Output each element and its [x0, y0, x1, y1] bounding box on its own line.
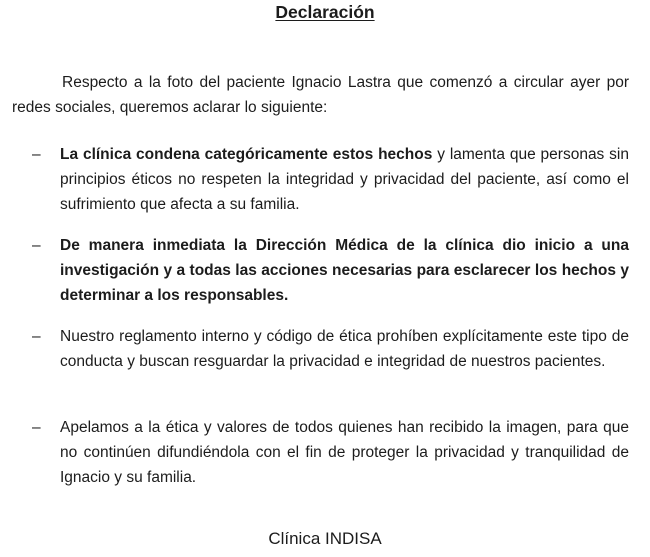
list-item-text — [60, 415, 629, 490]
list-item-regular-text: y lamenta que personas sin principios éticos no respeten la integridad y privacidad del paciente, así como el sufrimiento que afecta a su familia. — [60, 146, 629, 213]
list-item-bold-text: La clínica condena categóricamente estos hechos — [60, 146, 433, 163]
list-item-text — [60, 324, 629, 374]
bullet-dash: – — [32, 419, 41, 436]
list-item-bold-text: De manera inmediata la Dirección Médica de la clínica dio inicio a una investigación y a todas las acciones necesarias para esclarecer los hechos y determinar a los responsables. — [60, 237, 629, 304]
list-item — [32, 324, 629, 374]
bullet-dash: – — [32, 146, 41, 163]
bullet-dash: – — [32, 328, 41, 345]
list-item-regular-text: Nuestro reglamento interno y código de ética prohíben explícitamente este tipo de conducta y buscan resguardar la privacidad e integridad de nuestros pacientes. — [60, 328, 629, 370]
bullet-dash: – — [32, 237, 41, 254]
signature: Clínica INDISA — [268, 529, 382, 548]
list-item-text — [60, 142, 629, 217]
list-item-regular-text: Apelamos a la ética y valores de todos quienes han recibido la imagen, para que no continúen difundiéndola con el fin de proteger la privacidad y tranquilidad de Ignacio y su familia. — [60, 419, 629, 486]
document-title: Declaración — [275, 2, 375, 22]
list-item — [32, 415, 629, 490]
list-item-text — [60, 233, 629, 308]
list-item — [32, 142, 629, 217]
list-item — [32, 233, 629, 308]
intro-paragraph: Respecto a la foto del paciente Ignacio Lastra que comenzó a circular ayer por redes sociales, queremos aclarar lo siguiente: — [12, 74, 629, 116]
